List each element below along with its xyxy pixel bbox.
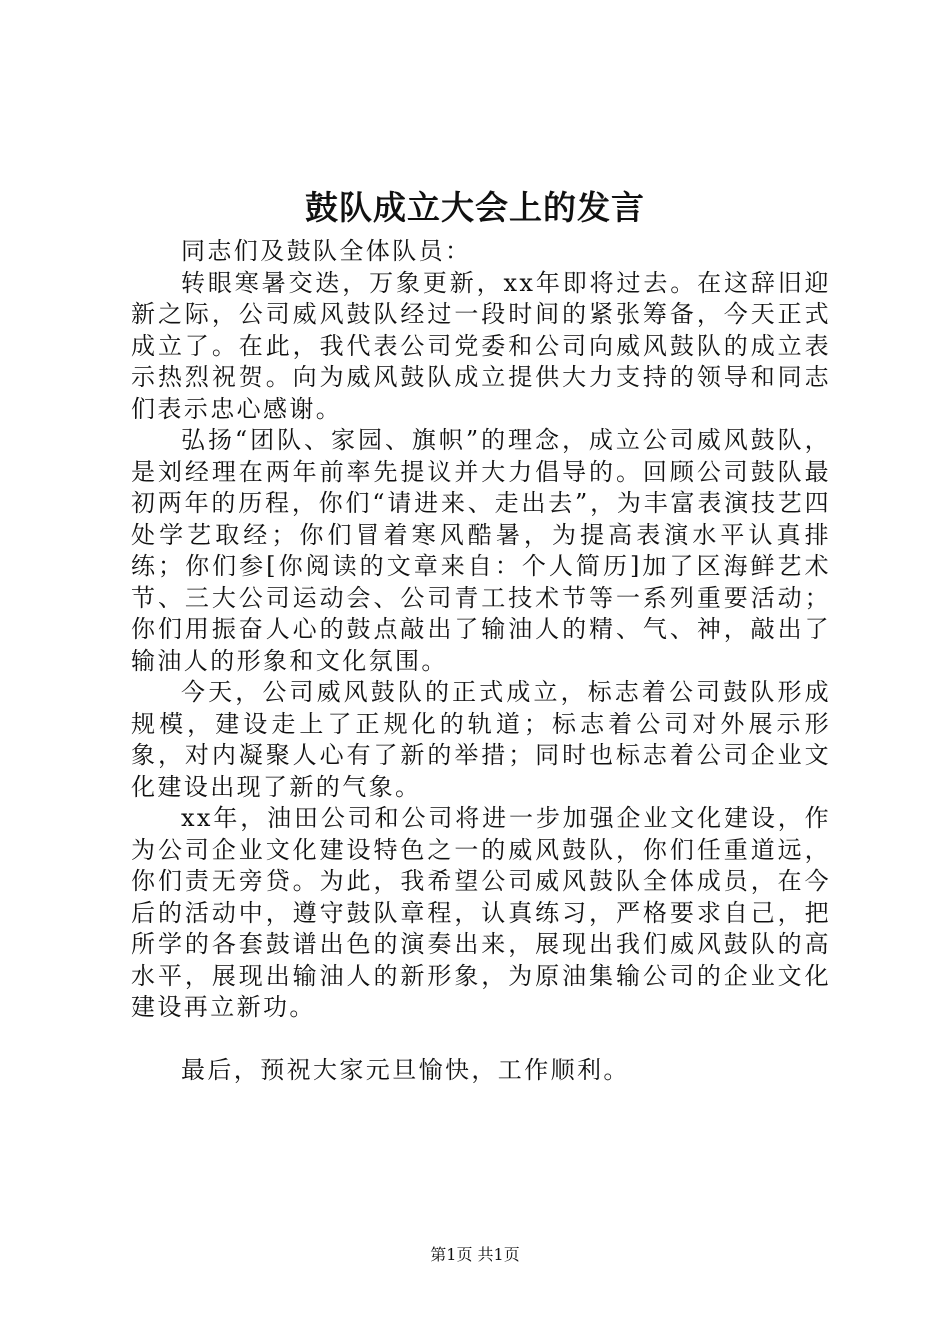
paragraph-4: xx年，油田公司和公司将进一步加强企业文化建设，作为公司企业文化建设特色之一的威风鼓队，你们任重道远，你们责无旁贷。为此，我希望公司威风鼓队全体成员，在今后的活动中，遵守鼓队章程，认真练习，严格要求自己，把所学的各套鼓谱出色的演奏出来，展现出我们威风鼓队的高水平，展现出输油人的新形象，为原油集输公司的企业文化建设再立新功。	[131, 804, 831, 1021]
page-title: 鼓队成立大会上的发言	[305, 188, 645, 227]
paragraph-3: 今天，公司威风鼓队的正式成立，标志着公司鼓队形成规模，建设走上了正规化的轨道；标志着公司对外展示形象，对内凝聚人心有了新的举措；同时也标志着公司企业文化建设出现了新的气象。	[131, 678, 831, 801]
paragraph-1: 转眼寒暑交迭，万象更新，xx年即将过去。在这辞旧迎新之际，公司威风鼓队经过一段时间的紧张筹备，今天正式成立了。在此，我代表公司党委和公司向威风鼓队的成立表示热烈祝贺。向为威风鼓队成立提供大力支持的领导和同志们表示忠心感谢。	[131, 268, 831, 423]
page-number-footer: 第1页 共1页	[430, 1245, 520, 1264]
paragraph-2: 弘扬“团队、家园、旗帜”的理念，成立公司威风鼓队，是刘经理在两年前率先提议并大力倡导的。回顾公司鼓队最初两年的历程，你们“请进来、走出去”，为丰富表演技艺四处学艺取经；你们冒着寒风酷暑，为提高表演水平认真排练；你们参[你阅读的文章来自：个人简历]加了区海鲜艺术节、三大公司运动会、公司青工技术节等一系列重要活动；你们用振奋人心的鼓点敲出了输油人的精、气、神，敲出了输油人的形象和文化氛围。	[131, 426, 831, 675]
closing-paragraph: 最后，预祝大家元旦愉快，工作顺利。	[181, 1056, 630, 1084]
salutation: 同志们及鼓队全体队员：	[181, 237, 472, 265]
document-body	[131, 236, 831, 1087]
